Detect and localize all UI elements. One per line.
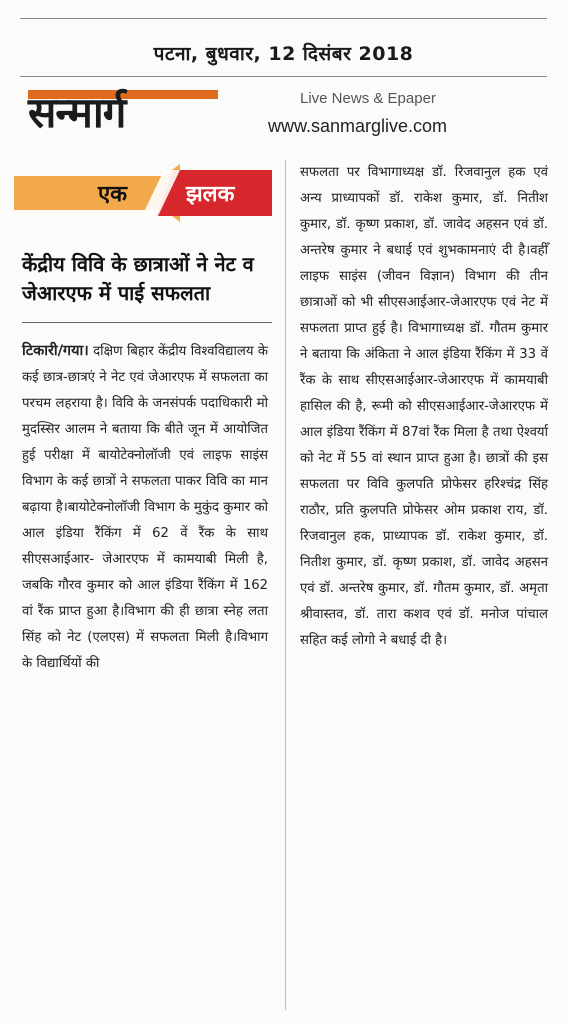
banner-label-right: झलक (186, 182, 235, 207)
column-separator (285, 160, 286, 1010)
masthead-tagline: Live News & Epaper (300, 90, 436, 107)
article-body-right: सफलता पर विभागाध्यक्ष डॉ. रिजवानुल हक एवं अन्य प्राध्यापकों डॉ. राकेश कुमार, डॉ. नितीश कुमार, डॉ. कृष्ण प्रकाश, डॉ. जावेद अहसन एवं डॉ. अन्तरेष कुमार ने बधाई एवं शुभकामनाएं दी है।वहीँ लाइफ साइंस (जीवन विज्ञान) विभाग की तीन छात्राओं को भी सीएसआईआर-जेआरएफ एवं नेट में सफलता प्राप्त हुई है। विभागाध्यक्ष डॉ. गौतम कुमार ने बताया कि अंकिता ने आल इंडिया रैंकिंग में 33 वें रैंक के साथ सीएसआईआर-जेआरएफ में कामयाबी हासिल की है, रूमी को सीएसआईआर-जेआरएफ में आल इंडिया रैंकिंग में 87वां रैंक मिला है तथा ऐश्वर्या को नेट में 55 वां स्थान प्राप्त हुआ है। छात्रों की इस सफलता पर विवि कुलपति प्रोफेसर हरिश्चंद्र सिंह राठौर, प्रति कुलपति प्रोफेसर ओम प्रकाश राय, डॉ. रिजवानुल हक, प्राध्यापक डॉ. राकेश कुमार, डॉ. नितीश कुमार, डॉ. कृष्ण प्रकाश, डॉ. जावेद अहसन एवं डॉ. अन्तरेष कुमार, डॉ. गौतम कुमार, डॉ. अमृता श्रीवास्तव, डॉ. तारा कशव एवं डॉ. मनोज पांचाल सहित कई लोगो ने बधाई दी है। (300, 165, 548, 648)
banner-arrow-graphic (14, 164, 278, 222)
article-body-left-column (22, 338, 268, 677)
banner-label-left: एक (98, 182, 128, 207)
dateline-rule (20, 76, 547, 77)
article-body-right-column (300, 160, 548, 654)
top-rule (20, 18, 547, 19)
masthead-website: www.sanmarglive.com (268, 116, 448, 136)
article-headline: केंद्रीय विवि के छात्राओं ने नेट व जेआरएफ में पाई सफलता (22, 252, 254, 305)
section-banner (14, 164, 278, 222)
article-body-left: दक्षिण बिहार केंद्रीय विश्वविद्यालय के कई छात्र-छात्रएं ने नेट एवं जेआरएफ में सफलता का परचम लहराया है। विवि के जनसंपर्क पदाधिकारी मो मुदस्सिर आलम ने बताया कि बीते जून में आयोजित हुई परीक्षा में बायोटेक्नोलॉजी एवं लाइफ साइंस विभाग के कई छात्रों ने सफलता पाकर विवि का मान बढ़ाया है।बायोटेक्नोलॉजी विभाग के मुकुंद कुमार को आल इंडिया रैंकिंग में 62 वें रैंक के साथ सीएसआईआर- जेआरएफ में कामयाबी मिली है, जबकि गौरव कुमार को आल इंडिया रैंकिंग में 162 वां रैंक प्राप्त हुआ है।विभाग की ही छात्रा स्नेह लता सिंह को नेट (एलएस) में सफलता मिली है।विभाग के विद्यार्थियों की (22, 344, 268, 671)
headline-rule (22, 322, 272, 323)
article-dateplace: टिकारी/गया। (22, 343, 89, 359)
dateline: पटना, बुधवार, 12 दिसंबर 2018 (153, 43, 414, 65)
brand-logo: सन्मार्ग (28, 88, 126, 137)
masthead (28, 88, 548, 148)
